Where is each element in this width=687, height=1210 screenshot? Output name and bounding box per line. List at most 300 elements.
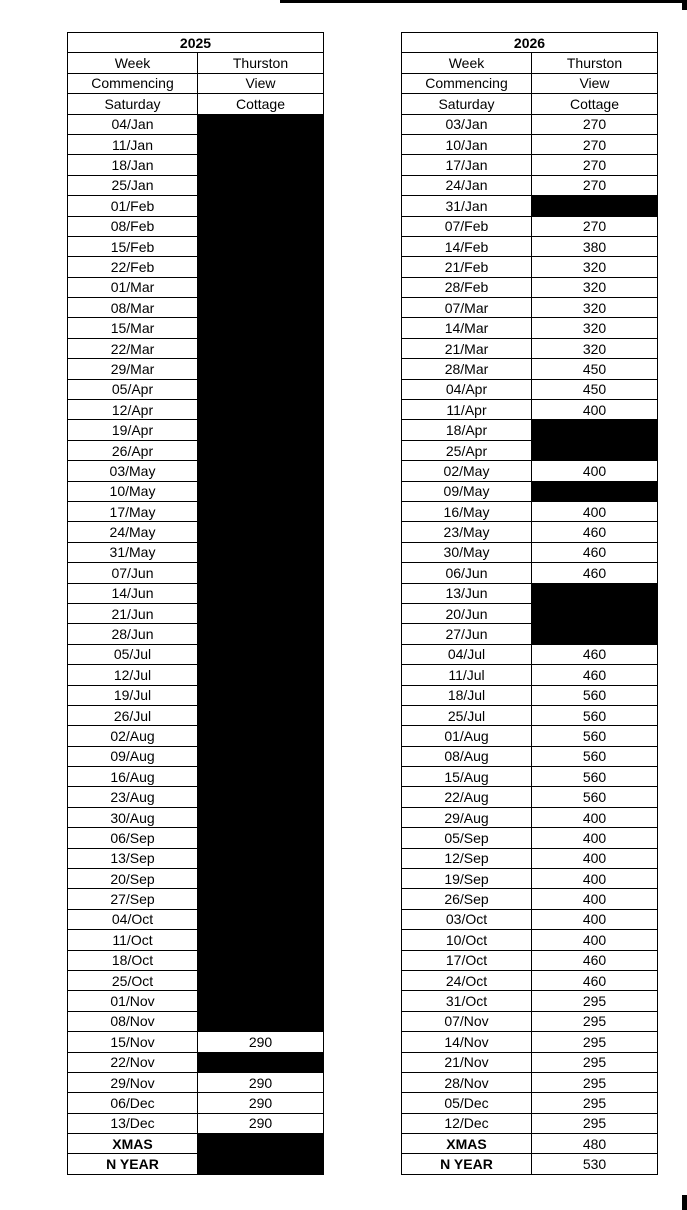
week-row xyxy=(68,1011,324,1031)
weekly-price: 380 xyxy=(532,236,658,256)
week-date: 21/Mar xyxy=(402,338,532,358)
week-date: 17/Jan xyxy=(402,155,532,175)
week-row xyxy=(68,685,324,705)
week-date: 22/Mar xyxy=(68,338,198,358)
week-row xyxy=(68,1134,324,1154)
week-row xyxy=(402,665,658,685)
week-row xyxy=(402,114,658,134)
booked-cell xyxy=(198,665,324,685)
booked-cell xyxy=(198,175,324,195)
weekly-price: 290 xyxy=(198,1032,324,1052)
scan-edge-mark xyxy=(682,1195,687,1210)
weekly-price: 295 xyxy=(532,1093,658,1113)
week-row xyxy=(402,991,658,1011)
weekly-price: 320 xyxy=(532,257,658,277)
weekly-price: 400 xyxy=(532,848,658,868)
booked-cell xyxy=(198,746,324,766)
header-row xyxy=(68,53,324,73)
week-date: 21/Feb xyxy=(402,257,532,277)
week-row xyxy=(68,563,324,583)
week-row xyxy=(68,420,324,440)
weekly-price: 460 xyxy=(532,542,658,562)
weekly-price: 295 xyxy=(532,1072,658,1092)
booked-cell xyxy=(198,461,324,481)
booked-cell xyxy=(198,869,324,889)
booked-cell xyxy=(198,1011,324,1031)
week-row xyxy=(68,869,324,889)
weekly-price: 560 xyxy=(532,746,658,766)
booked-cell xyxy=(198,134,324,154)
week-date: 22/Feb xyxy=(68,257,198,277)
booked-cell xyxy=(198,196,324,216)
week-row xyxy=(68,787,324,807)
week-row xyxy=(68,970,324,990)
weekly-price: 400 xyxy=(532,807,658,827)
weekly-price: 290 xyxy=(198,1093,324,1113)
week-date: 10/Oct xyxy=(402,930,532,950)
cottage-header-cell: Cottage xyxy=(198,94,324,114)
week-row xyxy=(402,869,658,889)
week-row xyxy=(402,644,658,664)
week-row xyxy=(68,298,324,318)
week-row xyxy=(68,542,324,562)
week-row xyxy=(68,644,324,664)
week-row xyxy=(402,1134,658,1154)
year-heading: 2026 xyxy=(402,33,658,53)
week-row xyxy=(68,950,324,970)
week-date: 31/Jan xyxy=(402,196,532,216)
week-date: 11/Jan xyxy=(68,134,198,154)
booked-cell xyxy=(198,767,324,787)
year-row xyxy=(68,33,324,53)
booked-cell xyxy=(532,440,658,460)
week-date: 14/Feb xyxy=(402,236,532,256)
header-row xyxy=(68,94,324,114)
weekly-price: 460 xyxy=(532,644,658,664)
week-date: 21/Nov xyxy=(402,1052,532,1072)
week-date: 06/Sep xyxy=(68,828,198,848)
week-date: 26/Apr xyxy=(68,440,198,460)
booked-cell xyxy=(198,583,324,603)
week-row xyxy=(402,603,658,623)
week-header-cell: Saturday xyxy=(402,94,532,114)
week-date: 17/Oct xyxy=(402,950,532,970)
week-row xyxy=(402,1052,658,1072)
week-row xyxy=(68,1154,324,1174)
week-date: 13/Sep xyxy=(68,848,198,868)
week-date: 04/Jul xyxy=(402,644,532,664)
booked-cell xyxy=(198,991,324,1011)
booked-cell xyxy=(198,420,324,440)
week-date: 02/May xyxy=(402,461,532,481)
booked-cell xyxy=(198,644,324,664)
week-row xyxy=(68,359,324,379)
week-row xyxy=(68,909,324,929)
weekly-price: 460 xyxy=(532,970,658,990)
weekly-price: 460 xyxy=(532,950,658,970)
week-row xyxy=(402,175,658,195)
week-date: 01/Feb xyxy=(68,196,198,216)
week-row xyxy=(68,1113,324,1133)
week-row xyxy=(68,400,324,420)
week-date: 17/May xyxy=(68,501,198,521)
week-date: 09/May xyxy=(402,481,532,501)
week-row xyxy=(402,807,658,827)
week-row xyxy=(402,889,658,909)
week-row xyxy=(68,848,324,868)
week-date: 31/Oct xyxy=(402,991,532,1011)
weekly-price: 295 xyxy=(532,1113,658,1133)
booked-cell xyxy=(198,481,324,501)
week-date: N YEAR xyxy=(68,1154,198,1174)
week-date: 16/May xyxy=(402,501,532,521)
booked-cell xyxy=(198,705,324,725)
week-row xyxy=(402,400,658,420)
booked-cell xyxy=(198,930,324,950)
week-date: 08/Aug xyxy=(402,746,532,766)
week-date: 20/Jun xyxy=(402,603,532,623)
week-row xyxy=(68,379,324,399)
week-row xyxy=(68,196,324,216)
weekly-price: 560 xyxy=(532,767,658,787)
week-row xyxy=(68,338,324,358)
weekly-price: 460 xyxy=(532,563,658,583)
week-row xyxy=(68,236,324,256)
weekly-price: 560 xyxy=(532,685,658,705)
week-row xyxy=(68,1052,324,1072)
week-date: 14/Nov xyxy=(402,1032,532,1052)
week-row xyxy=(402,1032,658,1052)
weekly-price: 290 xyxy=(198,1072,324,1092)
week-row xyxy=(402,930,658,950)
week-row xyxy=(402,196,658,216)
booked-cell xyxy=(532,603,658,623)
booked-cell xyxy=(198,359,324,379)
booked-cell xyxy=(198,950,324,970)
week-row xyxy=(402,134,658,154)
week-row xyxy=(68,726,324,746)
year-heading: 2025 xyxy=(68,33,324,53)
weekly-price: 400 xyxy=(532,869,658,889)
week-row xyxy=(402,155,658,175)
week-row xyxy=(402,1113,658,1133)
week-row xyxy=(68,583,324,603)
week-row xyxy=(68,991,324,1011)
week-date: 28/Mar xyxy=(402,359,532,379)
booked-cell xyxy=(532,583,658,603)
weekly-price: 400 xyxy=(532,461,658,481)
week-header-cell: Week xyxy=(402,53,532,73)
booked-cell xyxy=(198,338,324,358)
week-date: 13/Dec xyxy=(68,1113,198,1133)
header-row xyxy=(402,94,658,114)
week-row xyxy=(68,665,324,685)
week-row xyxy=(402,522,658,542)
week-date: XMAS xyxy=(402,1134,532,1154)
week-date: 22/Aug xyxy=(402,787,532,807)
weekly-price: 400 xyxy=(532,400,658,420)
booked-cell xyxy=(198,603,324,623)
booked-cell xyxy=(198,685,324,705)
booked-cell xyxy=(198,400,324,420)
cottage-header-cell: View xyxy=(198,73,324,93)
booked-cell xyxy=(198,114,324,134)
booked-cell xyxy=(198,257,324,277)
week-date: 30/Aug xyxy=(68,807,198,827)
weekly-price: 270 xyxy=(532,175,658,195)
booked-cell xyxy=(198,542,324,562)
week-row xyxy=(402,1093,658,1113)
week-date: 03/Jan xyxy=(402,114,532,134)
week-date: 29/Mar xyxy=(68,359,198,379)
weekly-price: 270 xyxy=(532,134,658,154)
weekly-price: 270 xyxy=(532,155,658,175)
booked-cell xyxy=(198,563,324,583)
weekly-price: 400 xyxy=(532,501,658,521)
booked-cell xyxy=(532,481,658,501)
price-table-2025 xyxy=(67,32,324,1175)
week-date: 06/Jun xyxy=(402,563,532,583)
cottage-header-cell: View xyxy=(532,73,658,93)
booked-cell xyxy=(198,522,324,542)
week-date: 07/Jun xyxy=(68,563,198,583)
week-date: 04/Oct xyxy=(68,909,198,929)
price-table-2026 xyxy=(401,32,658,1175)
weekly-price: 320 xyxy=(532,277,658,297)
week-date: 18/Oct xyxy=(68,950,198,970)
booked-cell xyxy=(198,848,324,868)
week-row xyxy=(402,277,658,297)
week-row xyxy=(402,685,658,705)
week-date: 21/Jun xyxy=(68,603,198,623)
week-date: 26/Sep xyxy=(402,889,532,909)
week-header-cell: Commencing xyxy=(68,73,198,93)
week-date: 19/Jul xyxy=(68,685,198,705)
week-date: 12/Jul xyxy=(68,665,198,685)
booked-cell xyxy=(532,196,658,216)
booked-cell xyxy=(198,807,324,827)
week-date: 06/Dec xyxy=(68,1093,198,1113)
week-date: 11/Jul xyxy=(402,665,532,685)
week-date: 28/Feb xyxy=(402,277,532,297)
week-date: 18/Jul xyxy=(402,685,532,705)
week-date: 10/May xyxy=(68,481,198,501)
weekly-price: 460 xyxy=(532,522,658,542)
week-row xyxy=(68,705,324,725)
week-date: 01/Aug xyxy=(402,726,532,746)
booked-cell xyxy=(198,440,324,460)
week-date: 25/Jul xyxy=(402,705,532,725)
booked-cell xyxy=(198,155,324,175)
week-header-cell: Commencing xyxy=(402,73,532,93)
week-date: 18/Apr xyxy=(402,420,532,440)
weekly-price: 295 xyxy=(532,1032,658,1052)
weekly-price: 400 xyxy=(532,909,658,929)
booked-cell xyxy=(198,909,324,929)
week-row xyxy=(402,542,658,562)
booked-cell xyxy=(198,236,324,256)
booked-cell xyxy=(198,216,324,236)
week-date: 24/Jan xyxy=(402,175,532,195)
week-date: 29/Nov xyxy=(68,1072,198,1092)
week-date: 27/Sep xyxy=(68,889,198,909)
week-date: 03/May xyxy=(68,461,198,481)
booked-cell xyxy=(198,1134,324,1154)
week-row xyxy=(402,440,658,460)
week-row xyxy=(402,318,658,338)
week-date: XMAS xyxy=(68,1134,198,1154)
weekly-price: 270 xyxy=(532,216,658,236)
week-row xyxy=(402,767,658,787)
booked-cell xyxy=(532,420,658,440)
booked-cell xyxy=(198,1052,324,1072)
week-row xyxy=(68,216,324,236)
booked-cell xyxy=(198,828,324,848)
week-date: 11/Apr xyxy=(402,400,532,420)
week-row xyxy=(68,175,324,195)
weekly-price: 560 xyxy=(532,705,658,725)
weekly-price: 270 xyxy=(532,114,658,134)
week-date: 08/Feb xyxy=(68,216,198,236)
week-date: 13/Jun xyxy=(402,583,532,603)
weekly-price: 290 xyxy=(198,1113,324,1133)
week-row xyxy=(402,848,658,868)
week-row xyxy=(68,624,324,644)
week-date: 07/Mar xyxy=(402,298,532,318)
week-row xyxy=(68,257,324,277)
week-date: 15/Nov xyxy=(68,1032,198,1052)
week-row xyxy=(402,726,658,746)
week-row xyxy=(402,501,658,521)
week-date: 25/Jan xyxy=(68,175,198,195)
week-row xyxy=(402,1011,658,1031)
week-row xyxy=(402,1154,658,1174)
cottage-header-cell: Thurston xyxy=(198,53,324,73)
week-date: 09/Aug xyxy=(68,746,198,766)
week-row xyxy=(68,114,324,134)
week-row xyxy=(402,746,658,766)
week-date: 04/Jan xyxy=(68,114,198,134)
week-row xyxy=(68,318,324,338)
year-row xyxy=(402,33,658,53)
week-date: 18/Jan xyxy=(68,155,198,175)
booked-cell xyxy=(198,889,324,909)
week-row xyxy=(68,930,324,950)
week-row xyxy=(68,889,324,909)
week-date: 30/May xyxy=(402,542,532,562)
weekly-price: 295 xyxy=(532,1052,658,1072)
week-date: 07/Nov xyxy=(402,1011,532,1031)
week-date: 05/Jul xyxy=(68,644,198,664)
week-date: 28/Nov xyxy=(402,1072,532,1092)
week-date: 05/Sep xyxy=(402,828,532,848)
week-row xyxy=(402,970,658,990)
header-row xyxy=(402,53,658,73)
weekly-price: 460 xyxy=(532,665,658,685)
week-row xyxy=(402,828,658,848)
weekly-price: 320 xyxy=(532,298,658,318)
cottage-header-cell: Thurston xyxy=(532,53,658,73)
week-date: 24/Oct xyxy=(402,970,532,990)
weekly-price: 400 xyxy=(532,828,658,848)
week-row xyxy=(68,461,324,481)
week-row xyxy=(68,522,324,542)
week-header-cell: Week xyxy=(68,53,198,73)
booked-cell xyxy=(198,787,324,807)
week-date: 26/Jul xyxy=(68,705,198,725)
week-date: 16/Aug xyxy=(68,767,198,787)
booked-cell xyxy=(198,277,324,297)
week-date: 23/May xyxy=(402,522,532,542)
week-date: 14/Mar xyxy=(402,318,532,338)
week-date: 22/Nov xyxy=(68,1052,198,1072)
week-row xyxy=(402,298,658,318)
week-date: 07/Feb xyxy=(402,216,532,236)
week-row xyxy=(68,828,324,848)
week-row xyxy=(68,603,324,623)
week-row xyxy=(402,461,658,481)
week-row xyxy=(402,787,658,807)
week-row xyxy=(68,481,324,501)
week-row xyxy=(402,338,658,358)
week-header-cell: Saturday xyxy=(68,94,198,114)
week-row xyxy=(68,277,324,297)
week-row xyxy=(402,950,658,970)
week-date: 10/Jan xyxy=(402,134,532,154)
weekly-price: 320 xyxy=(532,318,658,338)
weekly-price: 320 xyxy=(532,338,658,358)
week-row xyxy=(402,379,658,399)
booked-cell xyxy=(198,318,324,338)
weekly-price: 560 xyxy=(532,726,658,746)
cottage-header-cell: Cottage xyxy=(532,94,658,114)
week-date: 24/May xyxy=(68,522,198,542)
week-date: 20/Sep xyxy=(68,869,198,889)
week-row xyxy=(402,481,658,501)
week-date: 08/Mar xyxy=(68,298,198,318)
week-row xyxy=(402,583,658,603)
week-date: 28/Jun xyxy=(68,624,198,644)
weekly-price: 295 xyxy=(532,1011,658,1031)
weekly-price: 450 xyxy=(532,379,658,399)
weekly-price: 560 xyxy=(532,787,658,807)
week-date: 05/Apr xyxy=(68,379,198,399)
week-row xyxy=(68,440,324,460)
week-date: 01/Mar xyxy=(68,277,198,297)
week-row xyxy=(68,134,324,154)
week-date: 19/Apr xyxy=(68,420,198,440)
weekly-price: 400 xyxy=(532,889,658,909)
week-date: 29/Aug xyxy=(402,807,532,827)
week-date: 12/Sep xyxy=(402,848,532,868)
week-date: 31/May xyxy=(68,542,198,562)
booked-cell xyxy=(198,379,324,399)
weekly-price: 450 xyxy=(532,359,658,379)
week-date: 23/Aug xyxy=(68,787,198,807)
week-date: 04/Apr xyxy=(402,379,532,399)
week-row xyxy=(402,909,658,929)
scan-edge-line xyxy=(280,0,687,3)
week-row xyxy=(402,624,658,644)
weekly-price: 530 xyxy=(532,1154,658,1174)
week-row xyxy=(68,807,324,827)
weekly-price: 295 xyxy=(532,991,658,1011)
week-row xyxy=(402,236,658,256)
weekly-price: 400 xyxy=(532,930,658,950)
booked-cell xyxy=(198,1154,324,1174)
booked-cell xyxy=(198,970,324,990)
weekly-price: 480 xyxy=(532,1134,658,1154)
